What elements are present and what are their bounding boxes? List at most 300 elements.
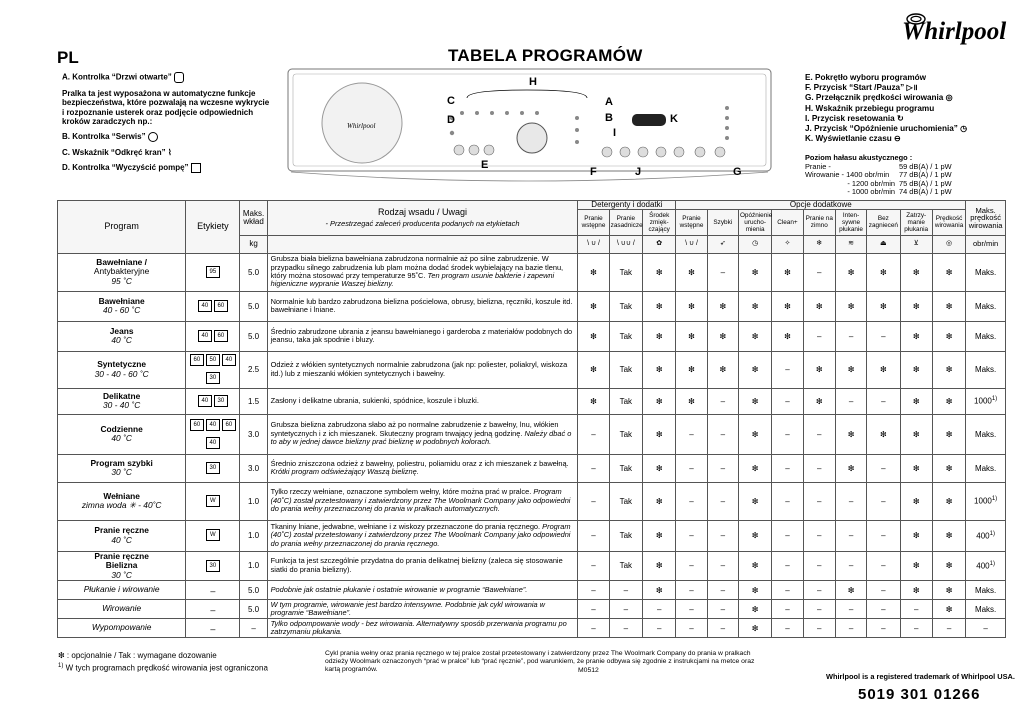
option-cell: – [676, 414, 707, 454]
spin-value: 400 [976, 561, 990, 571]
description-note: Krótki program odświeżający Waszą bieliznę. [270, 467, 419, 476]
option-cell: – [835, 321, 866, 351]
option-cell: – [707, 482, 738, 520]
option-cell: Tak [609, 520, 642, 551]
option-cell: ❇ [578, 351, 609, 388]
spin-cell [966, 414, 1006, 454]
care-label-icon: 30 [206, 560, 220, 572]
language-code: PL [57, 48, 79, 67]
care-label-icon: 60 [190, 419, 204, 431]
option-cell: Tak [609, 253, 642, 291]
option-cell: ❇ [738, 619, 771, 638]
spin-value: Maks. [974, 463, 997, 473]
program-name: Pranie ręczne [94, 550, 149, 561]
spin-cell [966, 291, 1006, 321]
spin-value: 1000 [974, 496, 992, 506]
table-row [58, 600, 1006, 619]
option-cell: – [867, 551, 900, 581]
quick-icon: ➶ [707, 235, 738, 253]
spin-cell [966, 619, 1006, 638]
table-row [58, 388, 1006, 414]
option-cell: Tak [609, 482, 642, 520]
spin-value: Maks. [974, 604, 997, 614]
spin-footnote: 1) [991, 396, 998, 403]
option-cell: Tak [609, 551, 642, 581]
spin-cell [966, 388, 1006, 414]
spin-value: Maks. [974, 365, 997, 374]
table-row [58, 619, 1006, 638]
option-cell: – [867, 581, 900, 600]
program-name-cell [58, 551, 186, 581]
program-name: Bawełniane [98, 295, 145, 306]
option-cell: – [578, 414, 609, 454]
program-temp: 40 ˚C [111, 335, 132, 345]
description-cell [267, 581, 578, 600]
option-cell: ❇ [932, 581, 965, 600]
program-name-cell [58, 351, 186, 388]
control-h: H. Wskaźnik przebiegu programu [805, 103, 935, 113]
option-cell: Tak [609, 454, 642, 482]
option-cell: – [707, 619, 738, 638]
noise-label: Wirowanie - 1400 obr/min [805, 170, 890, 179]
legend-footnote-mark: 1) [58, 663, 64, 669]
option-cell: ❇ [900, 581, 932, 600]
option-cell: ❇ [803, 291, 835, 321]
option-cell: ❇ [643, 482, 676, 520]
noise-title: Poziom hałasu akustycznego : [805, 153, 913, 162]
option-cell: ❇ [932, 253, 965, 291]
description-note: Tylko odpompowanie wody - bez wirowania. Alternatywny sposób przerwania programu po zatrzymaniu płukania. [270, 618, 567, 636]
option-cell: ❇ [835, 414, 866, 454]
spin-cell [966, 551, 1006, 581]
option-cell: ❇ [932, 520, 965, 551]
option-cell: ❇ [867, 351, 900, 388]
spin-cell [966, 253, 1006, 291]
table-row [58, 414, 1006, 454]
description-cell [267, 388, 578, 414]
option-cell: ❇ [932, 414, 965, 454]
option-cell: – [707, 388, 738, 414]
option-cell: ❇ [803, 351, 835, 388]
program-temp: Płukanie i wirowanie [83, 584, 160, 595]
header-kg: kg [240, 235, 267, 253]
program-name: Jeans [109, 325, 134, 336]
subheader-3: Pranie wstępne [676, 209, 707, 235]
start-pause-icon: ▷॥ [906, 83, 918, 93]
option-cell: – [676, 482, 707, 520]
option-cell: ❇ [867, 414, 900, 454]
option-cell: ❇ [707, 321, 738, 351]
option-cell: – [707, 551, 738, 581]
table-row [58, 351, 1006, 388]
control-i: I. Przycisk resetowania [805, 113, 895, 123]
program-name: Syntetyczne [97, 359, 147, 369]
care-label-icon: 30 [214, 395, 228, 407]
program-name: Delikatne [103, 390, 141, 401]
panel-letter-b: B [605, 112, 613, 124]
program-name-cell [58, 520, 186, 551]
care-label-icon: 60 [222, 419, 236, 431]
subheader-9: Bez zagnieceń [867, 209, 900, 235]
program-temp: 40 ˚C [111, 534, 132, 545]
care-label-icon: W [206, 495, 220, 507]
option-cell: ❇ [932, 454, 965, 482]
option-cell: ❇ [835, 253, 866, 291]
option-cell: – [835, 482, 866, 520]
spin-cell [966, 600, 1006, 619]
brand-name: Whirlpool [902, 18, 1007, 45]
option-cell: – [707, 253, 738, 291]
option-cell: – [803, 482, 835, 520]
clean-plus-icon: ✧ [772, 235, 803, 253]
whirlpool-swirl-icon [906, 12, 926, 26]
option-cell: – [867, 321, 900, 351]
program-name: Program szybki [90, 457, 153, 468]
header-type [267, 201, 578, 236]
noise-label: Pranie - [805, 161, 831, 171]
control-g: G. Przełącznik prędkości wirowania [805, 93, 944, 103]
mainwash-icon: \ ∪∪ / [609, 235, 642, 253]
description-text: Grubsza biała bielizna bawełniana zabrudzona normalnie aż po silne zabrudzenie. W przypadku silnego zabrudzenia lub plam można dodać środek wybielający na bazie tlenu, który można stosować przy temperaturze 95˚C. [270, 254, 564, 280]
noise-level [805, 154, 1000, 197]
option-cell: ❇ [900, 321, 932, 351]
spin-icon: ◎ [945, 93, 953, 103]
subheader-11: Prędkość wirowania [932, 209, 965, 235]
program-name: Bawełniane / [96, 256, 147, 267]
option-cell: ❇ [738, 253, 771, 291]
description-cell [267, 291, 578, 321]
header-spin: Maks. prędkość wirowania [966, 201, 1006, 236]
option-cell: ❇ [900, 454, 932, 482]
option-cell: – [609, 581, 642, 600]
subheader-7: Pranie na zimno [803, 209, 835, 235]
description-text: Średnio zniszczona odzież z bawełny, poliestru, poliamidu oraz z ich mieszanek z bawełną. [270, 458, 569, 468]
option-cell: ❇ [578, 321, 609, 351]
header-detergents: Detergenty i dodatki [578, 201, 676, 210]
option-cell: ❇ [932, 388, 965, 414]
program-name-cell [58, 414, 186, 454]
header-load: Maks. wkład [240, 201, 267, 236]
spin-speed-icon: ◎ [932, 235, 965, 253]
subheader-8: Inten- sywne płukanie [835, 209, 866, 235]
option-cell: ❇ [707, 351, 738, 388]
option-cell: ❇ [803, 388, 835, 414]
option-cell: ❇ [932, 291, 965, 321]
spin-value: Maks. [974, 429, 997, 439]
label-none: – [210, 624, 216, 634]
no-crease-icon: ⏏ [867, 235, 900, 253]
option-cell: – [676, 520, 707, 551]
pump-icon [191, 163, 201, 173]
legend-limited-spin: W tych programach prędkość wirowania jest ograniczona [65, 663, 268, 673]
option-cell: ❇ [900, 414, 932, 454]
care-label-icon: 50 [206, 354, 220, 366]
care-label-icon: 40 [198, 330, 212, 342]
option-cell: – [578, 454, 609, 482]
care-label-icon: 60 [214, 330, 228, 342]
option-cell: ❇ [643, 321, 676, 351]
labels-cell [186, 600, 240, 619]
option-cell: ❇ [643, 414, 676, 454]
option-cell: – [835, 619, 866, 638]
labels-cell [186, 619, 240, 638]
option-cell: – [643, 600, 676, 619]
load-cell: 2.5 [240, 351, 267, 388]
door-lock-icon [174, 72, 184, 83]
program-name-cell [58, 600, 186, 619]
header-type-spacer [267, 235, 578, 253]
softener-icon: ✿ [643, 235, 676, 253]
panel-letter-h: H [529, 76, 537, 88]
option-cell: ❇ [932, 482, 965, 520]
description-cell [267, 520, 578, 551]
care-label-icon: 40 [198, 395, 212, 407]
description-cell [267, 351, 578, 388]
option-cell: ❇ [835, 291, 866, 321]
spin-footnote: 1) [989, 530, 995, 537]
indicator-a-text: Pralka ta jest wyposażona w automatyczne funkcje bezpieczeństwa, które pozwalają na wczesne wykrycie i rozpoznanie usterek oraz podjęcie odpowiednich kroków zaradczych np.: [62, 89, 270, 126]
indicator-b: B. Kontrolka “Serwis” [62, 132, 146, 142]
program-name: Pranie ręczne [94, 525, 149, 535]
spin-cell [966, 520, 1006, 551]
option-cell: ❇ [643, 551, 676, 581]
spin-footnote: 1) [991, 496, 998, 503]
panel-letter-a: A [605, 96, 613, 108]
load-cell: 5.0 [240, 291, 267, 321]
woolmark-note: Cykl prania wełny oraz prania ręcznego w tej pralce został przetestowany i zatwierdzony przez The Woolmark Company do prania w pralkach odzieży Woolmark oznaczonych “prać w pralce” lub “prać ręcznie”, pod warunkiem, że pranie odbywa się zgodnie z instrukcjami na metce oraz kartą programów. [325, 650, 755, 673]
subheader-5: Opóźnienie urucho- mienia [738, 209, 771, 235]
noise-value: 75 dB(A) / 1 pW [899, 178, 952, 188]
labels-cell [186, 551, 240, 581]
option-cell: – [772, 581, 803, 600]
option-cell: – [707, 454, 738, 482]
option-cell: – [835, 520, 866, 551]
option-cell: ❇ [900, 551, 932, 581]
option-cell: – [772, 600, 803, 619]
description-text: Średnio zabrudzone ubrania z jeansu bawełnianego i garderoba z materiałów podobnych do jeansu, taka jak spodnie i bluzy. [270, 326, 573, 344]
table-row [58, 291, 1006, 321]
control-e: E. Pokrętło wyboru programów [805, 73, 927, 82]
noise-value: 74 dB(A) / 1 pW [899, 187, 952, 196]
option-cell: – [676, 581, 707, 600]
labels-cell [186, 351, 240, 388]
control-k: K. Wyświetlanie czasu [805, 134, 892, 144]
option-cell: ❇ [900, 520, 932, 551]
header-type-sub: - Przestrzegać zaleceń producenta podanych na etykietach [325, 218, 520, 228]
option-cell: Tak [609, 388, 642, 414]
indicator-c: C. Wskaźnik “Odkręć kran” [62, 148, 166, 158]
description-note: Należy dbać o to aby w jednej dawce bielizny prać bieliznę w podobnych kolorach. [270, 428, 572, 447]
timer-icon: ⊖ [894, 134, 901, 144]
option-cell: ❇ [900, 482, 932, 520]
panel-letter-d: D [447, 114, 455, 126]
label-none: – [210, 605, 216, 615]
description-note: Program (40˚C) został przetestowany i zatwierdzony przez The Woolmark Company jako odpowiedni do prania wełny przeznaczonej do prania w pralkach automatycznych. [270, 487, 571, 514]
program-name-cell [58, 388, 186, 414]
header-program: Program [58, 201, 186, 254]
panel-letter-j: J [635, 166, 642, 178]
labels-cell [186, 581, 240, 600]
table-row [58, 454, 1006, 482]
program-name-cell [58, 454, 186, 482]
label-none: – [210, 586, 216, 596]
noise-label: - 1000 obr/min [847, 187, 895, 196]
load-cell: 5.0 [240, 581, 267, 600]
spin-value: Maks. [974, 331, 997, 341]
program-temp: zimna woda ✳ - 40˚C [81, 500, 162, 510]
description-cell [267, 551, 578, 581]
description-text: Tylko rzeczy wełniane, oznaczone symbolem wełny, które można prać w pralce. [270, 487, 532, 497]
control-j: J. Przycisk “Opóźnienie uruchomienia” [805, 124, 958, 134]
option-cell: ❇ [932, 551, 965, 581]
option-cell: ❇ [900, 291, 932, 321]
option-cell: ❇ [643, 253, 676, 291]
option-cell: ❇ [643, 351, 676, 388]
program-name-cell [58, 581, 186, 600]
description-text: Zasłony i delikatne ubrania, sukienki, spódnice, koszule i bluzki. [270, 395, 479, 405]
option-cell: – [707, 520, 738, 551]
option-prewash-icon: \ ∪ / [676, 235, 707, 253]
description-text: Odzież z włókien syntetycznych normalnie zabrudzona (jak np: poliester, poliakryl, wiskoza itd.) lub z mieszanki włókien syntetycznych i bawełny. [270, 360, 568, 378]
option-cell: ❇ [676, 291, 707, 321]
option-cell: – [772, 388, 803, 414]
program-table [57, 200, 1006, 638]
option-cell: – [803, 619, 835, 638]
program-temp: 30 - 40 - 60 ˚C [94, 368, 149, 379]
option-cell: ❇ [578, 291, 609, 321]
load-cell: 3.0 [240, 454, 267, 482]
option-cell: – [803, 551, 835, 581]
option-cell: – [932, 619, 965, 638]
option-cell: – [867, 600, 900, 619]
spin-cell [966, 351, 1006, 388]
page-title: TABELA PROGRAMÓW [448, 46, 643, 65]
option-cell: ❇ [738, 551, 771, 581]
option-cell: – [676, 619, 707, 638]
labels-cell [186, 520, 240, 551]
rinse-hold-icon: ⊻ [900, 235, 932, 253]
spin-value: 400 [976, 531, 990, 541]
option-cell: – [772, 520, 803, 551]
svg-text:Whirlpool: Whirlpool [347, 122, 376, 130]
program-temp: 30 ˚C [111, 569, 132, 580]
option-cell: – [803, 581, 835, 600]
spin-cell [966, 482, 1006, 520]
table-row [58, 482, 1006, 520]
care-label-icon: 40 [206, 419, 220, 431]
option-cell: Tak [609, 351, 642, 388]
subheader-0: Pranie wstępne [578, 209, 609, 235]
panel-letter-i: I [613, 127, 617, 139]
option-cell: – [867, 482, 900, 520]
program-name: Codzienne [100, 423, 143, 434]
header-options: Opcje dodatkowe [676, 201, 966, 210]
option-cell: ❇ [772, 253, 803, 291]
panel-letter-f: F [590, 166, 597, 178]
program-name-cell [58, 482, 186, 520]
care-label-icon: 40 [206, 437, 220, 449]
care-label-icon: 95 [206, 266, 220, 278]
option-cell: ❇ [867, 291, 900, 321]
description-note: Ten program usunie bakterie i zapewni higieniczne wypranie Waszej bielizny. [270, 271, 555, 289]
option-cell: – [609, 619, 642, 638]
panel-letter-e: E [481, 159, 489, 171]
spin-value: Maks. [974, 267, 997, 277]
option-cell: – [803, 454, 835, 482]
program-temp: Wirowanie [102, 603, 142, 614]
labels-cell [186, 388, 240, 414]
option-cell: – [835, 388, 866, 414]
table-row [58, 253, 1006, 291]
option-cell: – [772, 619, 803, 638]
option-cell: ❇ [738, 351, 771, 388]
subheader-2: Środek zmięk- czający [643, 209, 676, 235]
option-cell: – [707, 414, 738, 454]
program-temp: 40 ˚C [111, 433, 132, 443]
control-panel-diagram [287, 68, 772, 193]
option-cell: – [643, 619, 676, 638]
option-cell: – [803, 414, 835, 454]
load-cell: 1.0 [240, 482, 267, 520]
program-name-cell [58, 253, 186, 291]
subheader-4: Szybki [707, 209, 738, 235]
control-f: F. Przycisk “Start /Pauza” [805, 83, 905, 93]
program-name-2: Antybakteryjne [93, 266, 150, 277]
option-cell: – [578, 482, 609, 520]
care-label-icon: 40 [222, 354, 236, 366]
option-cell: ❇ [643, 520, 676, 551]
option-cell: – [707, 600, 738, 619]
legend-optional: ❇ : opcjonalnie / Tak : wymagane dozowanie [58, 651, 217, 660]
option-cell: ❇ [676, 351, 707, 388]
program-name-cell [58, 619, 186, 638]
option-cell: Tak [609, 321, 642, 351]
table-row [58, 551, 1006, 581]
option-cell: ❇ [643, 581, 676, 600]
option-cell: ❇ [738, 581, 771, 600]
option-cell: ❇ [835, 454, 866, 482]
program-temp: 40 - 60 ˚C [103, 305, 141, 315]
option-cell: – [835, 600, 866, 619]
option-cell: – [900, 600, 932, 619]
option-cell: – [707, 581, 738, 600]
option-cell: ❇ [867, 253, 900, 291]
option-cell: – [803, 600, 835, 619]
spin-value: Maks. [974, 301, 997, 311]
labels-cell [186, 454, 240, 482]
load-cell: 5.0 [240, 600, 267, 619]
reset-icon: ↻ [896, 113, 904, 123]
spin-value: – [983, 623, 988, 633]
table-row [58, 321, 1006, 351]
description-cell [267, 454, 578, 482]
description-text: Grubsza bielizna zabrudzona słabo aż po normalne zabrudzenie z bawełny, lnu, włókien syntetycznych i z ich mieszanek. Skuteczny program trwający jedną godzinę. [270, 420, 559, 438]
option-cell: ❇ [676, 388, 707, 414]
cold-wash-icon: ❄ [803, 235, 835, 253]
description-cell [267, 482, 578, 520]
load-cell: 1.0 [240, 520, 267, 551]
load-cell: 5.0 [240, 253, 267, 291]
care-label-icon: W [206, 529, 220, 541]
option-cell: – [676, 454, 707, 482]
load-cell: 3.0 [240, 414, 267, 454]
option-cell: ❇ [932, 351, 965, 388]
noise-label: - 1200 obr/min [847, 178, 895, 188]
program-name-cell [58, 321, 186, 351]
spin-value: 1000 [974, 396, 992, 406]
option-cell: ❇ [643, 454, 676, 482]
option-cell: ❇ [643, 291, 676, 321]
